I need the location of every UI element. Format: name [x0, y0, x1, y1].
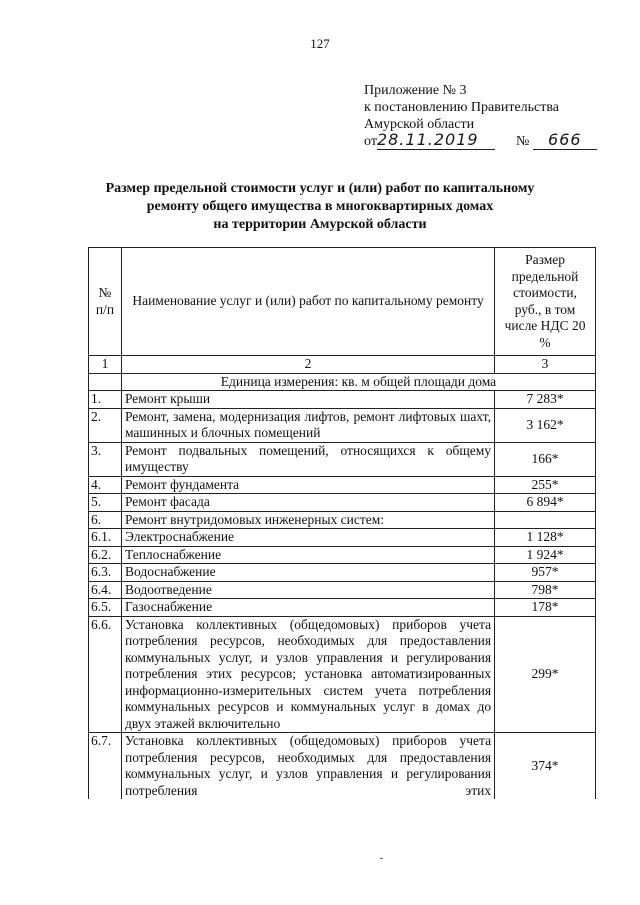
- col-number-2: 2: [121, 356, 494, 374]
- row-name: Газоснабжение: [121, 599, 494, 617]
- row-num: 6.3.: [89, 564, 122, 582]
- row-num: 6.7.: [89, 733, 122, 800]
- date-value: 28.11.2019: [376, 130, 479, 149]
- number-prefix: №: [515, 134, 530, 149]
- title-line-1: Размер предельной стоимости услуг и (или) работ по капитальному: [105, 181, 535, 196]
- row-num: 6.6.: [89, 616, 122, 733]
- appendix-block: [364, 82, 597, 150]
- row-name: Ремонт подвальных помещений, относящихся к общему имуществу: [121, 442, 494, 476]
- row-value: 1 128*: [495, 529, 596, 547]
- row-name: Ремонт фасада: [121, 494, 494, 512]
- row-value: 255*: [495, 476, 596, 494]
- row-value: 178*: [495, 599, 596, 617]
- row-num: 1.: [89, 391, 122, 409]
- column-number-row: [89, 356, 596, 374]
- appendix-line-1: Приложение № 3: [364, 83, 467, 98]
- table-row: [89, 511, 596, 529]
- row-num: 6.: [89, 511, 122, 529]
- row-name: Установка коллективных (общедомовых) приборов учета потребления ресурсов, необходимых для предоставления коммунальных услуг, и узлов управления и регулирования потребления этих: [121, 733, 494, 800]
- date-prefix: от: [364, 134, 377, 149]
- scan-mark: [380, 858, 383, 859]
- col-number-3: 3: [495, 356, 596, 374]
- row-num: 4.: [89, 476, 122, 494]
- number-field: [533, 130, 597, 150]
- col-number-1: 1: [89, 356, 122, 374]
- row-value: 6 894*: [495, 494, 596, 512]
- table-row: [89, 494, 596, 512]
- unit-row: [89, 373, 596, 391]
- row-value: 299*: [495, 616, 596, 733]
- row-name: Теплоснабжение: [121, 546, 494, 564]
- row-num: 6.4.: [89, 581, 122, 599]
- row-num: 6.2.: [89, 546, 122, 564]
- row-name: Ремонт, замена, модернизация лифтов, ремонт лифтовых шахт, машинных и блочных помещений: [121, 408, 494, 442]
- header-name: Наименование услуг и (или) работ по капитальному ремонту: [121, 248, 494, 356]
- date-field: [376, 130, 495, 150]
- table-row: [89, 599, 596, 617]
- row-num: 2.: [89, 408, 122, 442]
- table-header-row: [89, 248, 596, 356]
- row-value: 166*: [495, 442, 596, 476]
- table-row: [89, 476, 596, 494]
- row-value: 3 162*: [495, 408, 596, 442]
- row-num: 3.: [89, 442, 122, 476]
- title-line-3: на территории Амурской области: [213, 217, 427, 232]
- row-value: 957*: [495, 564, 596, 582]
- row-num: 5.: [89, 494, 122, 512]
- unit-row-text: Единица измерения: кв. м общей площади дома: [121, 373, 595, 391]
- row-value: 1 924*: [495, 546, 596, 564]
- table-row: [89, 564, 596, 582]
- row-name: Установка коллективных (общедомовых) приборов учета потребления ресурсов, необходимых для предоставления коммунальных услуг, и узлов управления и регулирования потребления этих ресурсов; установка автоматизированных информационно-измерительных систем учета потребления коммунальных ресурсов и коммунальных услуг в домах до двух этажей включительно: [121, 616, 494, 733]
- table-row: [89, 442, 596, 476]
- row-name: Ремонт внутридомовых инженерных систем:: [121, 511, 494, 529]
- row-name: Электроснабжение: [121, 529, 494, 547]
- row-name: Водоотведение: [121, 581, 494, 599]
- appendix-date-line: [364, 130, 597, 150]
- table-row: [89, 391, 596, 409]
- unit-row-spacer: [89, 373, 122, 391]
- row-value: 7 283*: [495, 391, 596, 409]
- table-row: [89, 529, 596, 547]
- row-name: Ремонт фундамента: [121, 476, 494, 494]
- row-value: [495, 511, 596, 529]
- title-line-2: ремонту общего имущества в многоквартирных домах: [146, 199, 494, 214]
- document-title: [0, 180, 640, 234]
- number-value: 666: [548, 130, 582, 149]
- appendix-line-3: Амурской области: [364, 117, 475, 132]
- table-row: [89, 616, 596, 733]
- row-num: 6.5.: [89, 599, 122, 617]
- table-row: [89, 546, 596, 564]
- header-num: № п/п: [89, 248, 122, 356]
- table-row: [89, 581, 596, 599]
- table-row: [89, 408, 596, 442]
- row-name: Водоснабжение: [121, 564, 494, 582]
- header-cost: Размер предельной стоимости, руб., в том числе НДС 20 %: [495, 248, 596, 356]
- appendix-line-2: к постановлению Правительства: [364, 100, 560, 115]
- row-value: 374*: [495, 733, 596, 800]
- row-name: Ремонт крыши: [121, 391, 494, 409]
- row-value: 798*: [495, 581, 596, 599]
- cost-table: [88, 247, 596, 799]
- table-row: [89, 733, 596, 800]
- row-num: 6.1.: [89, 529, 122, 547]
- page-number: 127: [310, 36, 330, 51]
